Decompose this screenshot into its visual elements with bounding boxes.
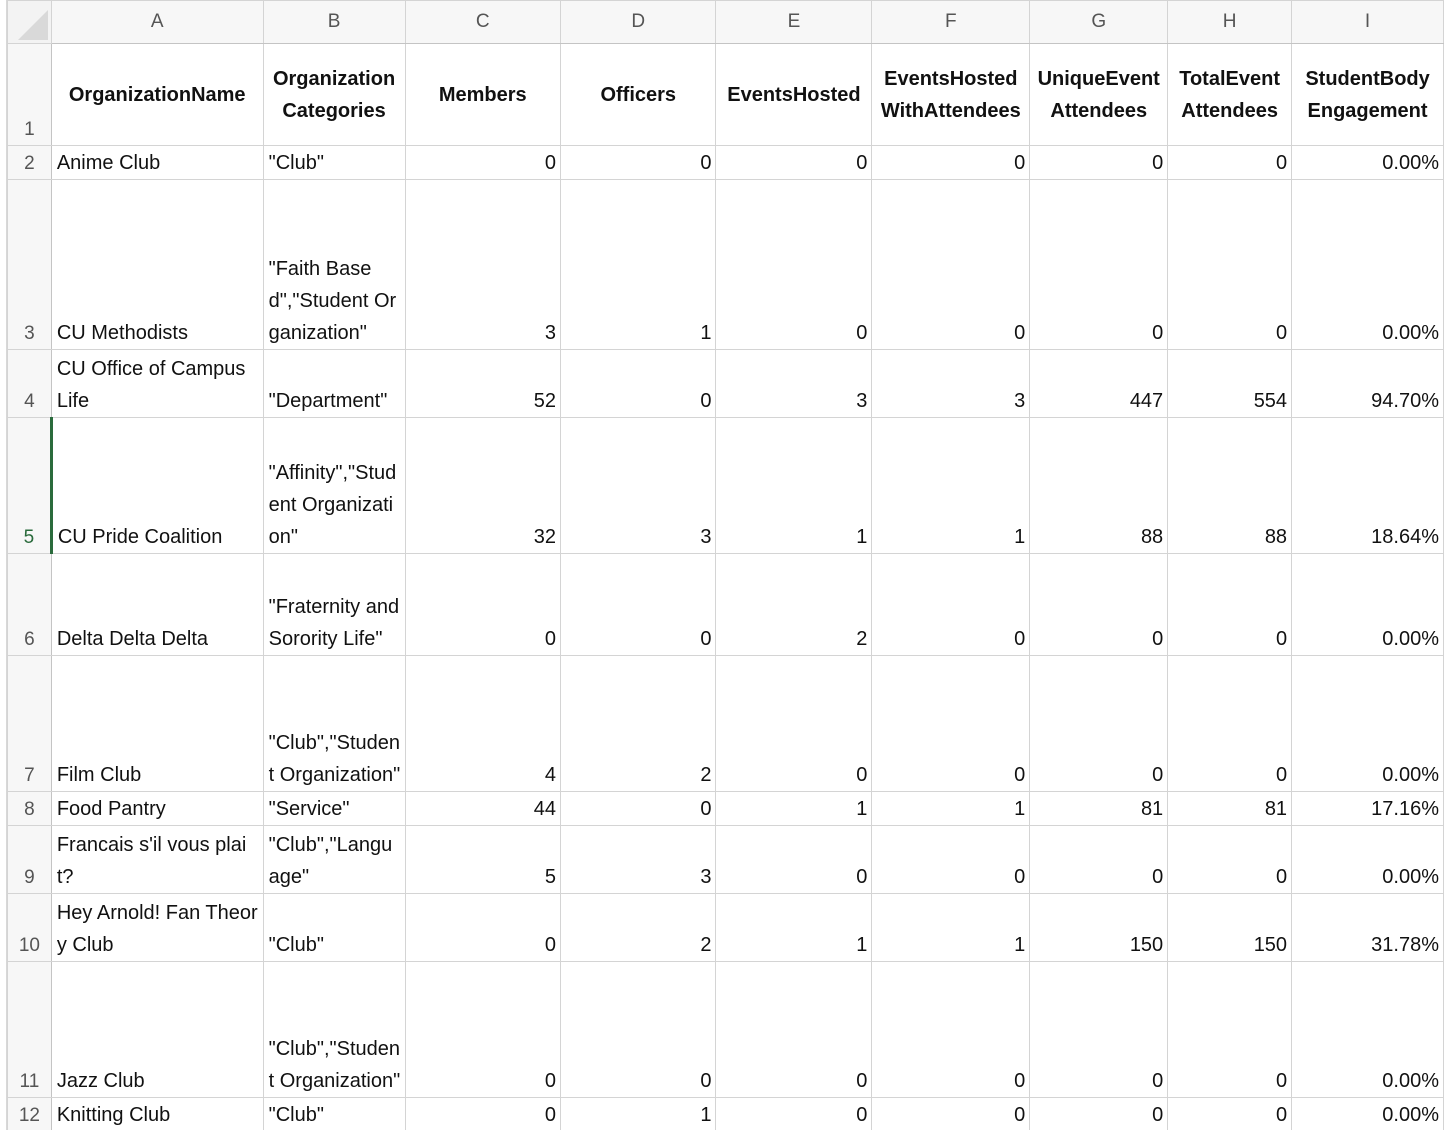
row-header[interactable]: 5 [8, 418, 52, 554]
cell-organization-name[interactable]: Food Pantry [51, 792, 263, 826]
cell-unique-event-attendees[interactable]: 81 [1030, 792, 1168, 826]
cell-officers[interactable]: 0 [561, 350, 716, 418]
column-header-b[interactable]: B [263, 1, 405, 44]
row-header[interactable]: 3 [8, 180, 52, 350]
cell-members[interactable]: 5 [405, 826, 561, 894]
cell-organization-categories[interactable]: "Faith Based","Student Organization" [263, 180, 405, 350]
cell-organization-categories[interactable]: "Club" [263, 1098, 405, 1130]
cell-members[interactable]: 44 [405, 792, 561, 826]
cell-total-event-attendees[interactable]: 88 [1168, 418, 1292, 554]
header-cell-organization-name[interactable]: OrganizationName [51, 44, 263, 146]
cell-events-hosted-with-attendees[interactable]: 0 [872, 962, 1030, 1098]
cell-unique-event-attendees[interactable]: 0 [1030, 656, 1168, 792]
cell-events-hosted[interactable]: 1 [716, 418, 872, 554]
cell-organization-categories[interactable]: "Club","Student Organization" [263, 962, 405, 1098]
cell-student-body-engagement[interactable]: 31.78% [1292, 894, 1444, 962]
cell-total-event-attendees[interactable]: 0 [1168, 1098, 1292, 1130]
cell-unique-event-attendees[interactable]: 88 [1030, 418, 1168, 554]
table-row [8, 826, 1444, 894]
cell-events-hosted-with-attendees[interactable]: 1 [872, 792, 1030, 826]
row-header[interactable]: 11 [8, 962, 52, 1098]
column-header-f[interactable]: F [872, 1, 1030, 44]
cell-unique-event-attendees[interactable]: 0 [1030, 146, 1168, 180]
cell-unique-event-attendees[interactable]: 0 [1030, 180, 1168, 350]
row-header[interactable]: 1 [8, 44, 52, 146]
cell-organization-name[interactable]: CU Office of Campus Life [51, 350, 263, 418]
cell-unique-event-attendees[interactable]: 0 [1030, 962, 1168, 1098]
cell-total-event-attendees[interactable]: 0 [1168, 146, 1292, 180]
spreadsheet-grid [7, 0, 1444, 1130]
cell-student-body-engagement[interactable]: 94.70% [1292, 350, 1444, 418]
column-header-a[interactable]: A [51, 1, 263, 44]
column-header-i[interactable]: I [1292, 1, 1444, 44]
row-header[interactable]: 10 [8, 894, 52, 962]
cell-events-hosted-with-attendees[interactable]: 3 [872, 350, 1030, 418]
header-cell-members[interactable]: Members [405, 44, 561, 146]
cell-organization-name[interactable]: CU Methodists [51, 180, 263, 350]
table-row [8, 656, 1444, 792]
cell-events-hosted[interactable]: 3 [716, 350, 872, 418]
cell-unique-event-attendees[interactable]: 447 [1030, 350, 1168, 418]
cell-student-body-engagement[interactable]: 0.00% [1292, 554, 1444, 656]
cell-events-hosted-with-attendees[interactable]: 0 [872, 554, 1030, 656]
cell-organization-name[interactable]: Francais s'il vous plait? [51, 826, 263, 894]
header-cell-student-body-engagement[interactable]: StudentBody Engagement [1292, 44, 1444, 146]
cell-organization-name[interactable]: Knitting Club [51, 1098, 263, 1130]
cell-unique-event-attendees[interactable]: 0 [1030, 554, 1168, 656]
cell-events-hosted-with-attendees[interactable]: 0 [872, 656, 1030, 792]
header-cell-unique-event-attendees[interactable]: UniqueEvent Attendees [1030, 44, 1168, 146]
cell-officers[interactable]: 1 [561, 180, 716, 350]
cell-organization-categories[interactable]: "Department" [263, 350, 405, 418]
header-data-row [8, 44, 1444, 146]
table-row [8, 146, 1444, 180]
cell-organization-categories[interactable]: "Club","Language" [263, 826, 405, 894]
cell-total-event-attendees[interactable]: 0 [1168, 180, 1292, 350]
cell-officers[interactable]: 0 [561, 554, 716, 656]
header-cell-events-hosted-with-attendees[interactable]: EventsHosted WithAttendees [872, 44, 1030, 146]
select-all-corner[interactable] [8, 1, 52, 44]
column-header-g[interactable]: G [1030, 1, 1168, 44]
cell-events-hosted-with-attendees[interactable]: 0 [872, 146, 1030, 180]
cell-officers[interactable]: 3 [561, 826, 716, 894]
cell-student-body-engagement[interactable]: 0.00% [1292, 146, 1444, 180]
column-header-h[interactable]: H [1168, 1, 1292, 44]
cell-events-hosted[interactable]: 1 [716, 792, 872, 826]
cell-events-hosted[interactable]: 0 [716, 180, 872, 350]
row-header[interactable]: 6 [8, 554, 52, 656]
cell-student-body-engagement[interactable]: 18.64% [1292, 418, 1444, 554]
table-row [8, 350, 1444, 418]
cell-members[interactable]: 3 [405, 180, 561, 350]
cell-events-hosted[interactable]: 0 [716, 962, 872, 1098]
cell-total-event-attendees[interactable]: 81 [1168, 792, 1292, 826]
background-window-edge [0, 0, 7, 1130]
column-header-row [8, 1, 1444, 44]
cell-events-hosted[interactable]: 1 [716, 894, 872, 962]
cell-members[interactable]: 0 [405, 146, 561, 180]
cell-organization-categories[interactable]: "Affinity","Student Organization" [263, 418, 405, 554]
cell-officers[interactable]: 0 [561, 146, 716, 180]
cell-organization-categories[interactable]: "Club","Student Organization" [263, 656, 405, 792]
table-row [8, 554, 1444, 656]
column-header-c[interactable]: C [405, 1, 561, 44]
cell-student-body-engagement[interactable]: 17.16% [1292, 792, 1444, 826]
cell-events-hosted-with-attendees[interactable]: 1 [872, 894, 1030, 962]
row-header[interactable]: 12 [8, 1098, 52, 1130]
header-cell-organization-categories[interactable]: Organization Categories [263, 44, 405, 146]
cell-organization-name[interactable]: Film Club [51, 656, 263, 792]
cell-student-body-engagement[interactable]: 0.00% [1292, 826, 1444, 894]
row-header[interactable]: 2 [8, 146, 52, 180]
cell-total-event-attendees[interactable]: 554 [1168, 350, 1292, 418]
column-header-d[interactable]: D [561, 1, 716, 44]
cell-events-hosted-with-attendees[interactable]: 0 [872, 180, 1030, 350]
cell-events-hosted-with-attendees[interactable]: 0 [872, 1098, 1030, 1130]
cell-members[interactable]: 32 [405, 418, 561, 554]
cell-organization-categories[interactable]: "Service" [263, 792, 405, 826]
cell-officers[interactable]: 1 [561, 1098, 716, 1130]
cell-total-event-attendees[interactable]: 150 [1168, 894, 1292, 962]
cell-student-body-engagement[interactable]: 0.00% [1292, 1098, 1444, 1130]
cell-events-hosted[interactable]: 0 [716, 1098, 872, 1130]
cell-organization-name[interactable]: Hey Arnold! Fan Theory Club [51, 894, 263, 962]
cell-total-event-attendees[interactable]: 0 [1168, 826, 1292, 894]
cell-officers[interactable]: 0 [561, 962, 716, 1098]
cell-members[interactable]: 0 [405, 1098, 561, 1130]
row-header[interactable]: 4 [8, 350, 52, 418]
cell-members[interactable]: 0 [405, 894, 561, 962]
cell-events-hosted[interactable]: 0 [716, 146, 872, 180]
cell-total-event-attendees[interactable]: 0 [1168, 554, 1292, 656]
table-row [8, 962, 1444, 1098]
cell-organization-name[interactable]: Jazz Club [51, 962, 263, 1098]
cell-organization-name[interactable]: Delta Delta Delta [51, 554, 263, 656]
cell-student-body-engagement[interactable]: 0.00% [1292, 656, 1444, 792]
cell-student-body-engagement[interactable]: 0.00% [1292, 962, 1444, 1098]
cell-members[interactable]: 0 [405, 554, 561, 656]
cell-officers[interactable]: 0 [561, 792, 716, 826]
select-all-triangle-icon [18, 10, 48, 40]
cell-unique-event-attendees[interactable]: 150 [1030, 894, 1168, 962]
cell-events-hosted[interactable]: 0 [716, 826, 872, 894]
table-row [8, 792, 1444, 826]
cell-organization-categories[interactable]: "Club" [263, 894, 405, 962]
cell-organization-categories[interactable]: "Club" [263, 146, 405, 180]
cell-total-event-attendees[interactable]: 0 [1168, 656, 1292, 792]
header-cell-events-hosted[interactable]: EventsHosted [716, 44, 872, 146]
table-row [8, 418, 1444, 554]
cell-unique-event-attendees[interactable]: 0 [1030, 1098, 1168, 1130]
row-header[interactable]: 7 [8, 656, 52, 792]
cell-officers[interactable]: 2 [561, 894, 716, 962]
table-row [8, 894, 1444, 962]
cell-events-hosted-with-attendees[interactable]: 0 [872, 826, 1030, 894]
table-row [8, 180, 1444, 350]
cell-organization-categories[interactable]: "Fraternity and Sorority Life" [263, 554, 405, 656]
table-row [8, 1098, 1444, 1130]
cell-officers[interactable]: 2 [561, 656, 716, 792]
cell-members[interactable]: 0 [405, 962, 561, 1098]
cell-organization-name[interactable]: CU Pride Coalition [51, 418, 263, 554]
header-cell-officers[interactable]: Officers [561, 44, 716, 146]
column-header-e[interactable]: E [716, 1, 872, 44]
cell-student-body-engagement[interactable]: 0.00% [1292, 180, 1444, 350]
cell-events-hosted[interactable]: 2 [716, 554, 872, 656]
row-header[interactable]: 8 [8, 792, 52, 826]
cell-members[interactable]: 52 [405, 350, 561, 418]
cell-events-hosted-with-attendees[interactable]: 1 [872, 418, 1030, 554]
row-header[interactable]: 9 [8, 826, 52, 894]
cell-officers[interactable]: 3 [561, 418, 716, 554]
cell-events-hosted[interactable]: 0 [716, 656, 872, 792]
cell-unique-event-attendees[interactable]: 0 [1030, 826, 1168, 894]
cell-members[interactable]: 4 [405, 656, 561, 792]
header-cell-total-event-attendees[interactable]: TotalEvent Attendees [1168, 44, 1292, 146]
cell-organization-name[interactable]: Anime Club [51, 146, 263, 180]
cell-total-event-attendees[interactable]: 0 [1168, 962, 1292, 1098]
